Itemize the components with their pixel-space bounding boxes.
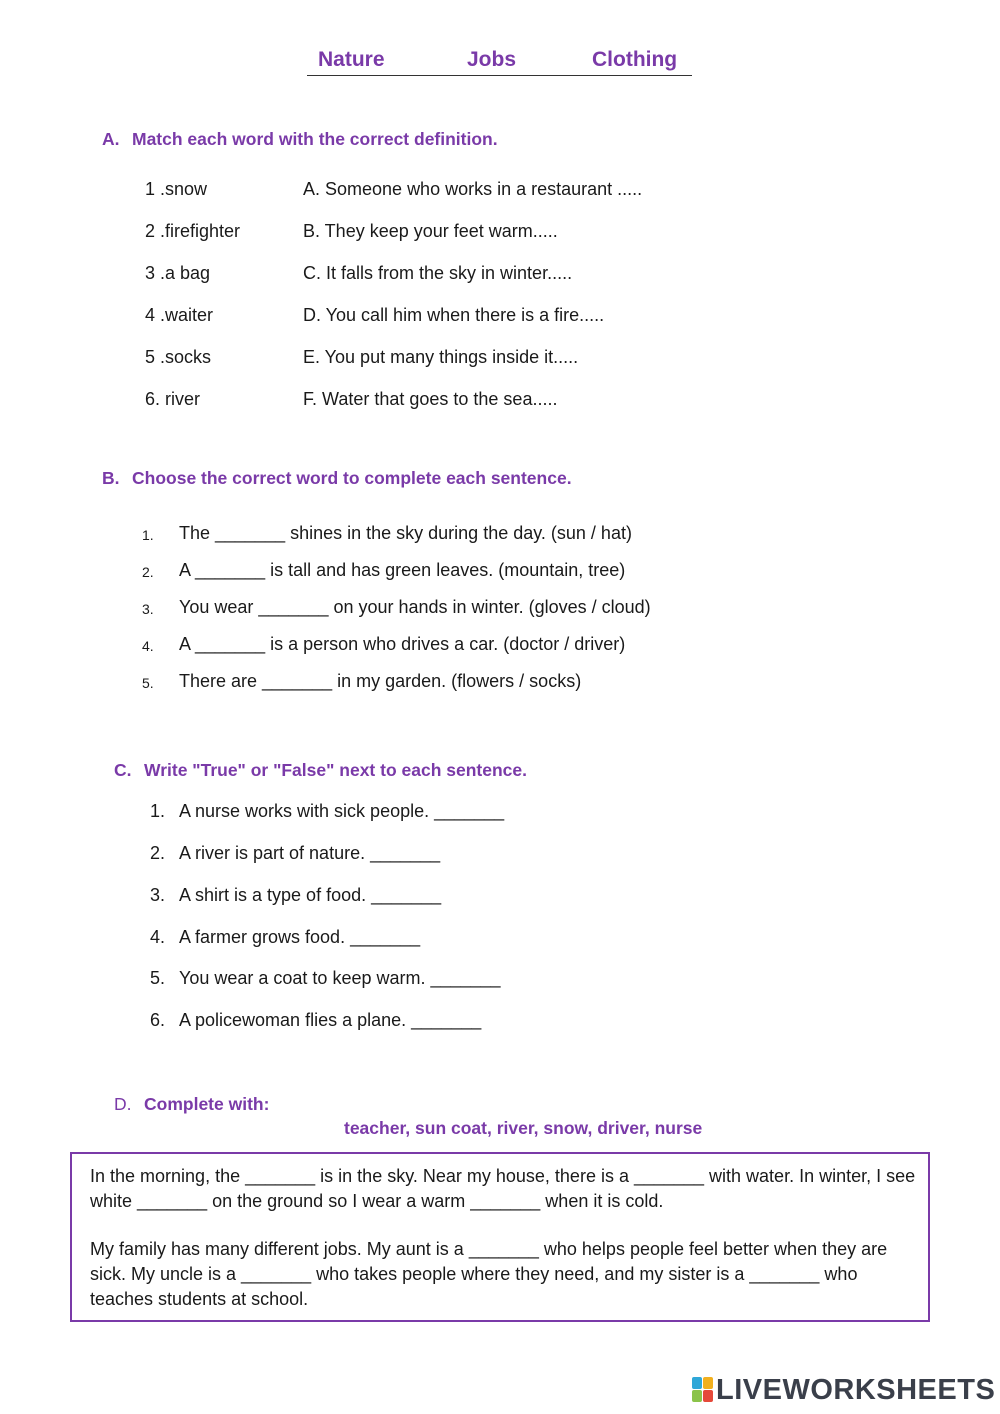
section-b-title: Choose the correct word to complete each sentence. [132,468,572,488]
list-number: 2. [142,564,154,580]
sentence-item: A _______ is tall and has green leaves. (mountain, tree) [179,560,626,580]
section-d-letter: D. [114,1094,132,1114]
section-b-letter: B. [102,468,120,488]
match-word: 1 .snow [145,179,208,199]
match-definition: E. You put many things inside it..... [303,347,579,367]
topic-jobs: Jobs [467,48,517,71]
word-bank: teacher, sun coat, river, snow, driver, nurse [344,1118,703,1138]
list-number: 1. [142,527,154,543]
match-definition: C. It falls from the sky in winter..... [303,263,573,283]
true-false-item: You wear a coat to keep warm. _______ [179,968,501,988]
liveworksheets-logo [692,1374,995,1406]
liveworksheets-icon [692,1377,714,1403]
paragraph-jobs: My family has many different jobs. My aunt is a _______ who helps people feel better when they are sick. My uncle is a _______ who takes people where they need, and my sister is a _______ who teaches students at school. [90,1239,888,1309]
sentence-item: The _______ shines in the sky during the day. (sun / hat) [179,523,632,543]
match-word: 2 .firefighter [145,221,241,241]
list-number: 1. [150,801,166,821]
true-false-item: A river is part of nature. _______ [179,843,441,863]
sentence-item: A _______ is a person who drives a car. (doctor / driver) [179,634,626,654]
match-definition: B. They keep your feet warm..... [303,221,558,241]
true-false-item: A nurse works with sick people. _______ [179,801,505,821]
true-false-item: A farmer grows food. _______ [179,927,421,947]
section-a-letter: A. [102,129,120,149]
list-number: 5. [150,968,166,988]
list-number: 6. [150,1010,166,1030]
topic-clothing: Clothing [592,48,678,71]
list-number: 5. [142,675,154,691]
section-a-title: Match each word with the correct definition. [132,129,498,149]
sentence-item: You wear _______ on your hands in winter. (gloves / cloud) [179,597,651,617]
match-definition: D. You call him when there is a fire..... [303,305,605,325]
logo-text: LIVEWORKSHEETS [716,1373,996,1406]
list-number: 2. [150,843,166,863]
match-word: 4 .waiter [145,305,214,325]
match-word: 6. river [145,389,201,409]
section-d-title: Complete with: [144,1094,270,1114]
sentence-item: There are _______ in my garden. (flowers / socks) [179,671,582,691]
list-number: 3. [150,885,166,905]
section-c-title: Write "True" or "False" next to each sentence. [144,760,527,780]
true-false-item: A policewoman flies a plane. _______ [179,1010,482,1030]
list-number: 4. [150,927,166,947]
true-false-item: A shirt is a type of food. _______ [179,885,442,905]
match-word: 3 .a bag [145,263,211,283]
list-number: 4. [142,638,154,654]
match-word: 5 .socks [145,347,212,367]
match-definition: F. Water that goes to the sea..... [303,389,558,409]
paragraph-nature: In the morning, the _______ is in the sky. Near my house, there is a _______ with water. In winter, I see white _______ on the ground so I wear a warm _______ when it is cold. [90,1166,916,1211]
topic-nature: Nature [318,48,385,71]
section-c-letter: C. [114,760,132,780]
list-number: 3. [142,601,154,617]
match-definition: A. Someone who works in a restaurant ..... [303,179,643,199]
header-underline [307,75,692,76]
